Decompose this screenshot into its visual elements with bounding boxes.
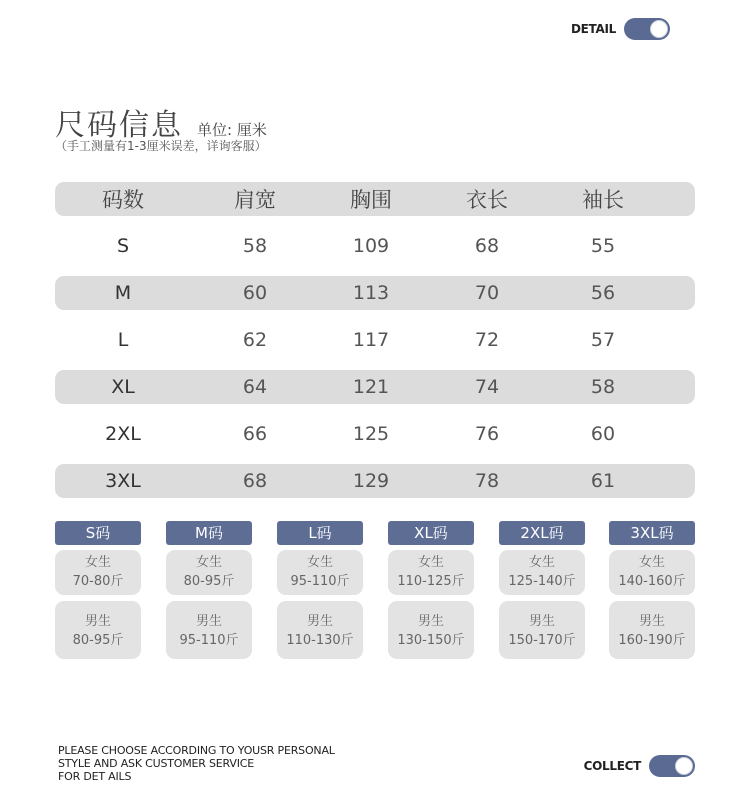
measurement-note: （手工测量有1-3厘米误差，详询客服）: [55, 139, 267, 153]
title-unit: 单位: 厘米: [197, 121, 267, 139]
table-row: [55, 464, 695, 498]
value-cell: 113: [352, 282, 390, 304]
male-label: 男生: [306, 614, 333, 629]
female-box: [499, 550, 585, 595]
collect-toggle[interactable]: [649, 755, 695, 777]
female-range: 95-110斤: [290, 574, 350, 589]
male-box: [388, 601, 474, 659]
female-box: [388, 550, 474, 595]
value-cell: 61: [590, 470, 616, 492]
guide-column: [166, 521, 252, 659]
weight-guide: [55, 521, 695, 661]
footer-line: FOR DET AILS: [58, 770, 132, 783]
value-cell: 66: [242, 423, 268, 445]
size-tag: M码: [166, 521, 252, 545]
size-tag: XL码: [388, 521, 474, 545]
table-row: [55, 417, 695, 451]
male-box: [499, 601, 585, 659]
size-cell: M: [114, 282, 132, 304]
guide-column: [277, 521, 363, 659]
male-range: 160-190斤: [618, 633, 686, 648]
size-cell: XL: [111, 376, 135, 398]
guide-column: [55, 521, 141, 659]
guide-column: [388, 521, 474, 659]
guide-column: [609, 521, 695, 659]
table-row: [55, 276, 695, 310]
value-cell: 121: [352, 376, 390, 398]
footer-note: [58, 744, 335, 783]
value-cell: 60: [590, 423, 616, 445]
header-cell: 袖长: [582, 188, 624, 212]
female-range: 140-160斤: [618, 574, 686, 589]
size-cell: L: [117, 329, 129, 351]
size-cell: 2XL: [105, 423, 141, 445]
value-cell: 60: [242, 282, 268, 304]
header-cell: 肩宽: [234, 188, 276, 212]
male-label: 男生: [84, 614, 111, 629]
male-label: 男生: [417, 614, 444, 629]
value-cell: 55: [590, 235, 616, 257]
header-cell: 胸围: [350, 188, 392, 212]
male-range: 130-150斤: [397, 633, 465, 648]
detail-label: DETAIL: [570, 22, 616, 36]
header-cell: 衣长: [466, 188, 508, 212]
female-range: 125-140斤: [508, 574, 576, 589]
female-label: 女生: [306, 555, 333, 570]
male-box: [609, 601, 695, 659]
footer-line: STYLE AND ASK CUSTOMER SERVICE: [58, 757, 254, 770]
guide-column: [499, 521, 585, 659]
male-range: 110-130斤: [286, 633, 354, 648]
male-box: [55, 601, 141, 659]
value-cell: 68: [242, 470, 268, 492]
female-label: 女生: [417, 555, 444, 570]
female-box: [277, 550, 363, 595]
value-cell: 129: [352, 470, 390, 492]
male-box: [277, 601, 363, 659]
male-label: 男生: [195, 614, 222, 629]
header-cell: 码数: [102, 188, 144, 212]
value-cell: 68: [474, 235, 500, 257]
female-range: 80-95斤: [183, 574, 235, 589]
table-row: [55, 229, 695, 263]
male-box: [166, 601, 252, 659]
table-row: [55, 323, 695, 357]
value-cell: 74: [474, 376, 500, 398]
footer-line: PLEASE CHOOSE ACCORDING TO YOUSR PERSONAL: [58, 744, 335, 757]
value-cell: 58: [590, 376, 616, 398]
value-cell: 109: [352, 235, 390, 257]
value-cell: 70: [474, 282, 500, 304]
table-row: [55, 370, 695, 404]
size-tag: 2XL码: [499, 521, 585, 545]
table-header: [55, 182, 695, 216]
male-label: 男生: [638, 614, 665, 629]
female-label: 女生: [195, 555, 222, 570]
female-label: 女生: [638, 555, 665, 570]
size-table: [55, 182, 695, 511]
collect-toggle-group[interactable]: [584, 755, 695, 777]
value-cell: 57: [590, 329, 616, 351]
title-main: 尺码信息: [55, 108, 183, 143]
value-cell: 76: [474, 423, 500, 445]
size-tag: 3XL码: [609, 521, 695, 545]
value-cell: 56: [590, 282, 616, 304]
male-range: 150-170斤: [508, 633, 576, 648]
value-cell: 117: [352, 329, 390, 351]
female-range: 70-80斤: [72, 574, 124, 589]
value-cell: 62: [242, 329, 268, 351]
female-range: 110-125斤: [397, 574, 465, 589]
detail-toggle-group[interactable]: [571, 18, 670, 40]
female-label: 女生: [84, 555, 111, 570]
size-tag: S码: [55, 521, 141, 545]
size-tag: L码: [277, 521, 363, 545]
size-cell: S: [116, 235, 130, 257]
detail-toggle[interactable]: [624, 18, 670, 40]
toggle-knob: [650, 20, 668, 38]
value-cell: 125: [352, 423, 390, 445]
size-cell: 3XL: [105, 470, 141, 492]
female-box: [166, 550, 252, 595]
value-cell: 64: [242, 376, 268, 398]
male-range: 95-110斤: [179, 633, 239, 648]
value-cell: 72: [474, 329, 500, 351]
toggle-knob: [675, 757, 693, 775]
female-box: [609, 550, 695, 595]
female-label: 女生: [528, 555, 555, 570]
collect-label: COLLECT: [583, 759, 641, 773]
female-box: [55, 550, 141, 595]
value-cell: 78: [474, 470, 500, 492]
value-cell: 58: [242, 235, 268, 257]
male-range: 80-95斤: [72, 633, 124, 648]
male-label: 男生: [528, 614, 555, 629]
